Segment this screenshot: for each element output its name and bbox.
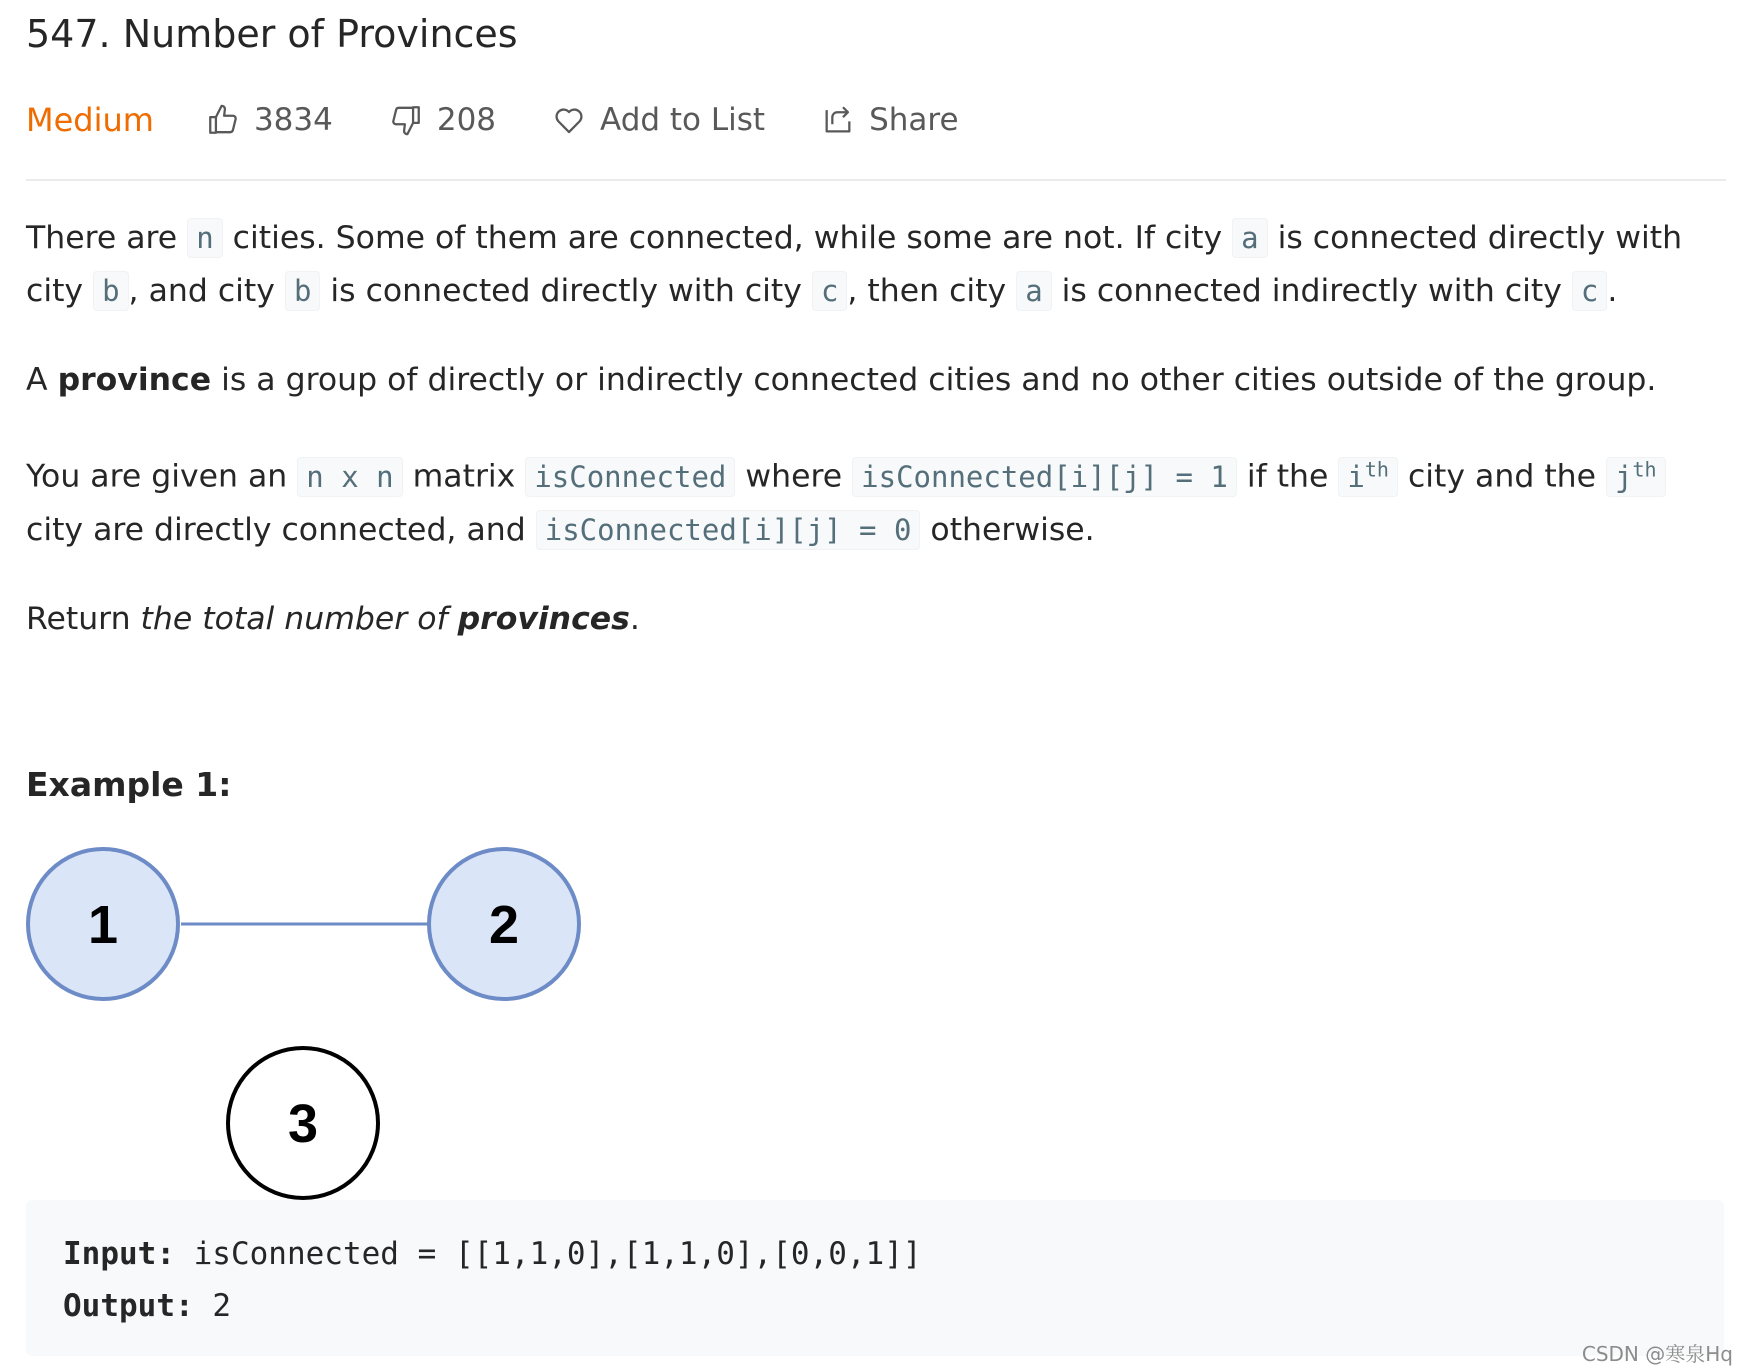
inline-code [1338, 457, 1398, 497]
text: is a group of directly or indirectly connected cities and no other cities outside of the group. [211, 362, 1657, 398]
bold-text: province [57, 362, 212, 398]
heart-icon [552, 103, 586, 137]
share-label: Share [869, 102, 959, 138]
divider [26, 179, 1726, 181]
graph-node-label: 1 [87, 895, 119, 955]
text: where [735, 458, 853, 495]
description-paragraph-4 [26, 593, 1726, 646]
text: , and city [128, 273, 285, 309]
example-output-line [63, 1288, 231, 1324]
text: . [629, 600, 640, 637]
description-paragraph-3 [26, 443, 1726, 557]
watermark: CSDN @寒泉Hq [1581, 1342, 1733, 1366]
inline-code: c [1572, 271, 1607, 311]
inline-code: a [1016, 271, 1051, 311]
input-label: Input: [63, 1236, 175, 1272]
inline-code: b [285, 271, 320, 311]
add-to-list-button[interactable] [552, 102, 765, 138]
problem-meta-bar [26, 98, 1015, 142]
add-to-list-label: Add to List [600, 102, 766, 138]
example-title: Example 1: [26, 765, 232, 804]
share-button[interactable] [821, 102, 958, 138]
code-text: j [1615, 459, 1633, 494]
description-paragraph-1 [26, 212, 1726, 318]
graph-node-label: 2 [488, 895, 520, 955]
text: matrix [402, 458, 526, 495]
code-text: i [1347, 459, 1365, 494]
superscript: th [1632, 457, 1657, 481]
text: cities. Some of them are connected, while some are not. If city [222, 220, 1233, 256]
text: , then city [847, 273, 1017, 309]
thumbs-up-icon [206, 103, 240, 137]
text: city are directly connected, and [26, 511, 536, 548]
bold-italic-text: provinces [457, 600, 630, 637]
italic-text: the total number of [140, 600, 458, 637]
inline-code: b [93, 271, 128, 311]
output-value: 2 [193, 1288, 231, 1324]
inline-code: isConnected [525, 457, 735, 497]
text: You are given an [26, 458, 298, 495]
text: is connected directly with city [320, 273, 812, 309]
like-button[interactable] [206, 102, 333, 138]
inline-code: isConnected[i][j] = 1 [852, 457, 1237, 497]
graph-node-label: 3 [287, 1094, 319, 1154]
difficulty-label: Medium [26, 101, 154, 139]
share-icon [821, 103, 855, 137]
inline-code: isConnected[i][j] = 0 [536, 510, 921, 550]
superscript: th [1364, 457, 1389, 481]
text: Return [26, 600, 141, 637]
example-code-block [26, 1200, 1724, 1356]
inline-code: n [187, 218, 222, 258]
dislike-count: 208 [436, 102, 497, 138]
example-graph [26, 846, 586, 1206]
description-paragraph-2 [26, 354, 1726, 407]
text: A [26, 362, 58, 398]
text: is connected indirectly with city [1051, 273, 1572, 309]
inline-code: a [1232, 218, 1267, 258]
problem-title: 547. Number of Provinces [26, 12, 518, 56]
dislike-button[interactable] [389, 102, 496, 138]
text: is connected directly with city [26, 220, 1683, 309]
like-count: 3834 [253, 102, 333, 138]
inline-code: c [812, 271, 847, 311]
inline-code: n x n [297, 457, 402, 497]
example-input-line [63, 1236, 922, 1272]
text: city and the [1397, 458, 1607, 495]
input-value: isConnected = [[1,1,0],[1,1,0],[0,0,1]] [174, 1236, 922, 1272]
inline-code [1606, 457, 1666, 497]
problem-description [26, 212, 1726, 682]
output-label: Output: [63, 1288, 194, 1324]
text: otherwise. [920, 511, 1095, 548]
text: if the [1236, 458, 1339, 495]
text: There are [26, 220, 188, 256]
thumbs-down-icon [389, 103, 423, 137]
text: . [1607, 273, 1618, 309]
